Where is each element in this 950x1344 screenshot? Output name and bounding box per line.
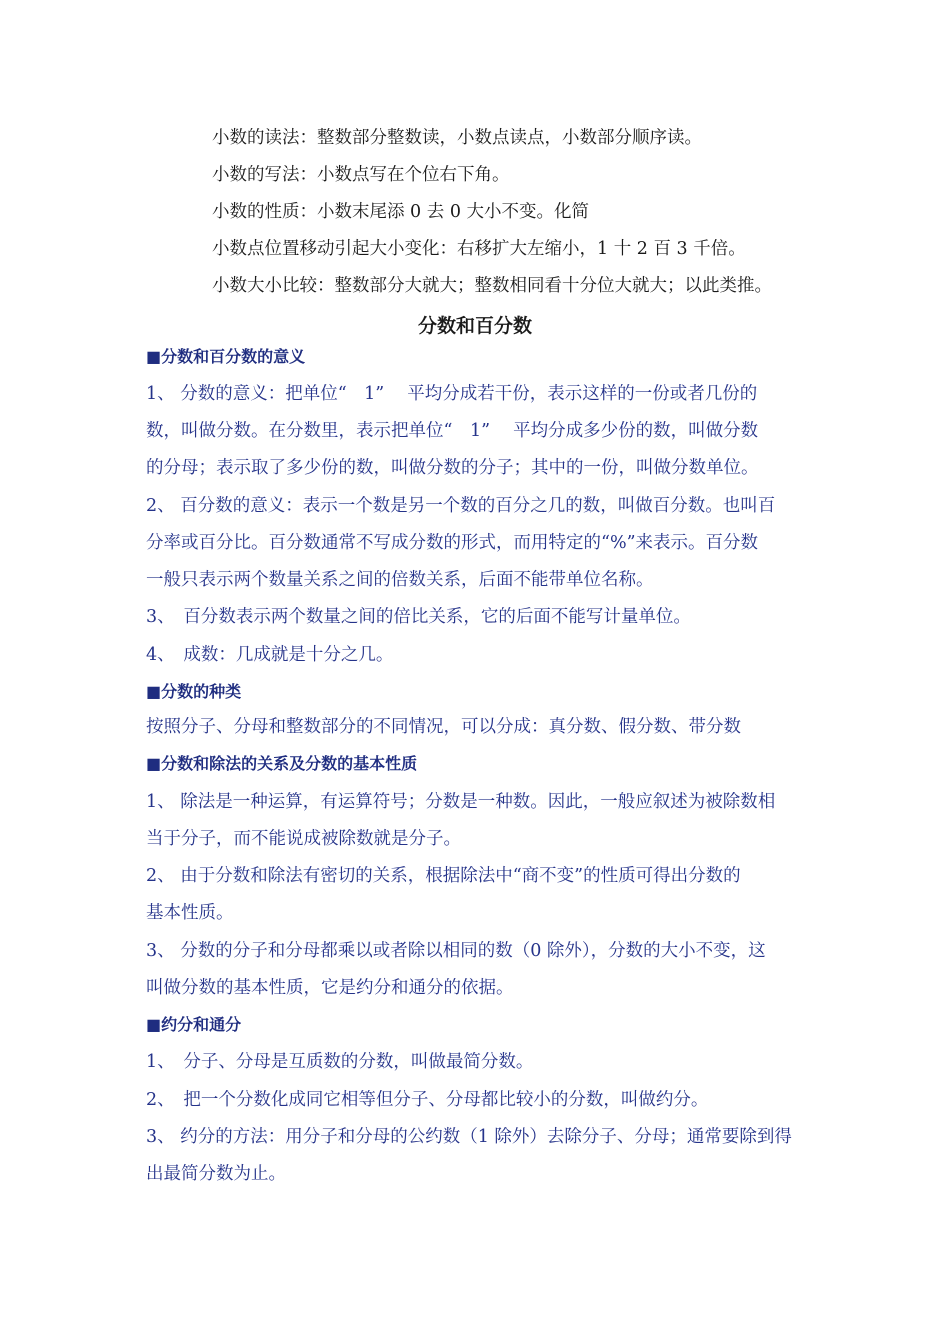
paragraph-line: 2、 百分数的意义：表示一个数是另一个数的百分之几的数，叫做百分数。也叫百 xyxy=(146,496,776,516)
paragraph-line: 出最简分数为止。 xyxy=(146,1164,286,1184)
heading-types: ■分数的种类 xyxy=(146,682,242,701)
paragraph-line: 1、 分数的意义：把单位“ 1” 平均分成若干份，表示这样的一份或者几份的 xyxy=(146,384,758,404)
paragraph-line: 按照分子、分母和整数部分的不同情况，可以分成：真分数、假分数、带分数 xyxy=(146,717,741,737)
decimal-reading-rule: 小数的读法：整数部分整数读，小数点读点，小数部分顺序读。 xyxy=(212,128,702,148)
paragraph-line: 叫做分数的基本性质，它是约分和通分的依据。 xyxy=(146,978,514,998)
paragraph-line: 数，叫做分数。在分数里，表示把单位“ 1” 平均分成多少份的数，叫做分数 xyxy=(146,421,759,441)
decimal-writing-rule: 小数的写法：小数点写在个位右下角。 xyxy=(212,165,510,185)
paragraph-line: 当于分子，而不能说成被除数就是分子。 xyxy=(146,829,461,849)
heading-division-relation: ■分数和除法的关系及分数的基本性质 xyxy=(146,754,418,773)
paragraph-line: 3、 百分数表示两个数量之间的倍比关系，它的后面不能写计量单位。 xyxy=(146,607,691,627)
heading-meaning: ■分数和百分数的意义 xyxy=(146,347,306,366)
paragraph-line: 1、 除法是一种运算，有运算符号；分数是一种数。因此，一般应叙述为被除数相 xyxy=(146,792,776,812)
decimal-compare-rule: 小数大小比较：整数部分大就大；整数相同看十分位大就大；以此类推。 xyxy=(212,276,772,296)
paragraph-line: 一般只表示两个数量关系之间的倍数关系，后面不能带单位名称。 xyxy=(146,570,654,590)
paragraph-line: 的分母；表示取了多少份的数，叫做分数的分子；其中的一份，叫做分数单位。 xyxy=(146,458,759,478)
paragraph-line: 1、 分子、分母是互质数的分数，叫做最简分数。 xyxy=(146,1052,534,1072)
heading-reduction: ■约分和通分 xyxy=(146,1015,242,1034)
decimal-property-rule: 小数的性质：小数末尾添 0 去 0 大小不变。化简 xyxy=(212,202,590,222)
paragraph-line: 分率或百分比。百分数通常不写成分数的形式，而用特定的“%”来表示。百分数 xyxy=(146,533,759,553)
paragraph-line: 2、 由于分数和除法有密切的关系，根据除法中“商不变”的性质可得出分数的 xyxy=(146,866,741,886)
section-title: 分数和百分数 xyxy=(417,315,532,337)
paragraph-line: 3、 约分的方法：用分子和分母的公约数（1 除外）去除分子、分母；通常要除到得 xyxy=(146,1127,792,1147)
paragraph-line: 3、 分数的分子和分母都乘以或者除以相同的数（0 除外），分数的大小不变，这 xyxy=(146,941,766,961)
paragraph-line: 2、 把一个分数化成同它相等但分子、分母都比较小的分数，叫做约分。 xyxy=(146,1090,709,1110)
decimal-point-shift-rule: 小数点位置移动引起大小变化：右移扩大左缩小，1 十 2 百 3 千倍。 xyxy=(212,239,746,259)
paragraph-line: 4、 成数：几成就是十分之几。 xyxy=(146,645,394,665)
paragraph-line: 基本性质。 xyxy=(146,903,234,923)
